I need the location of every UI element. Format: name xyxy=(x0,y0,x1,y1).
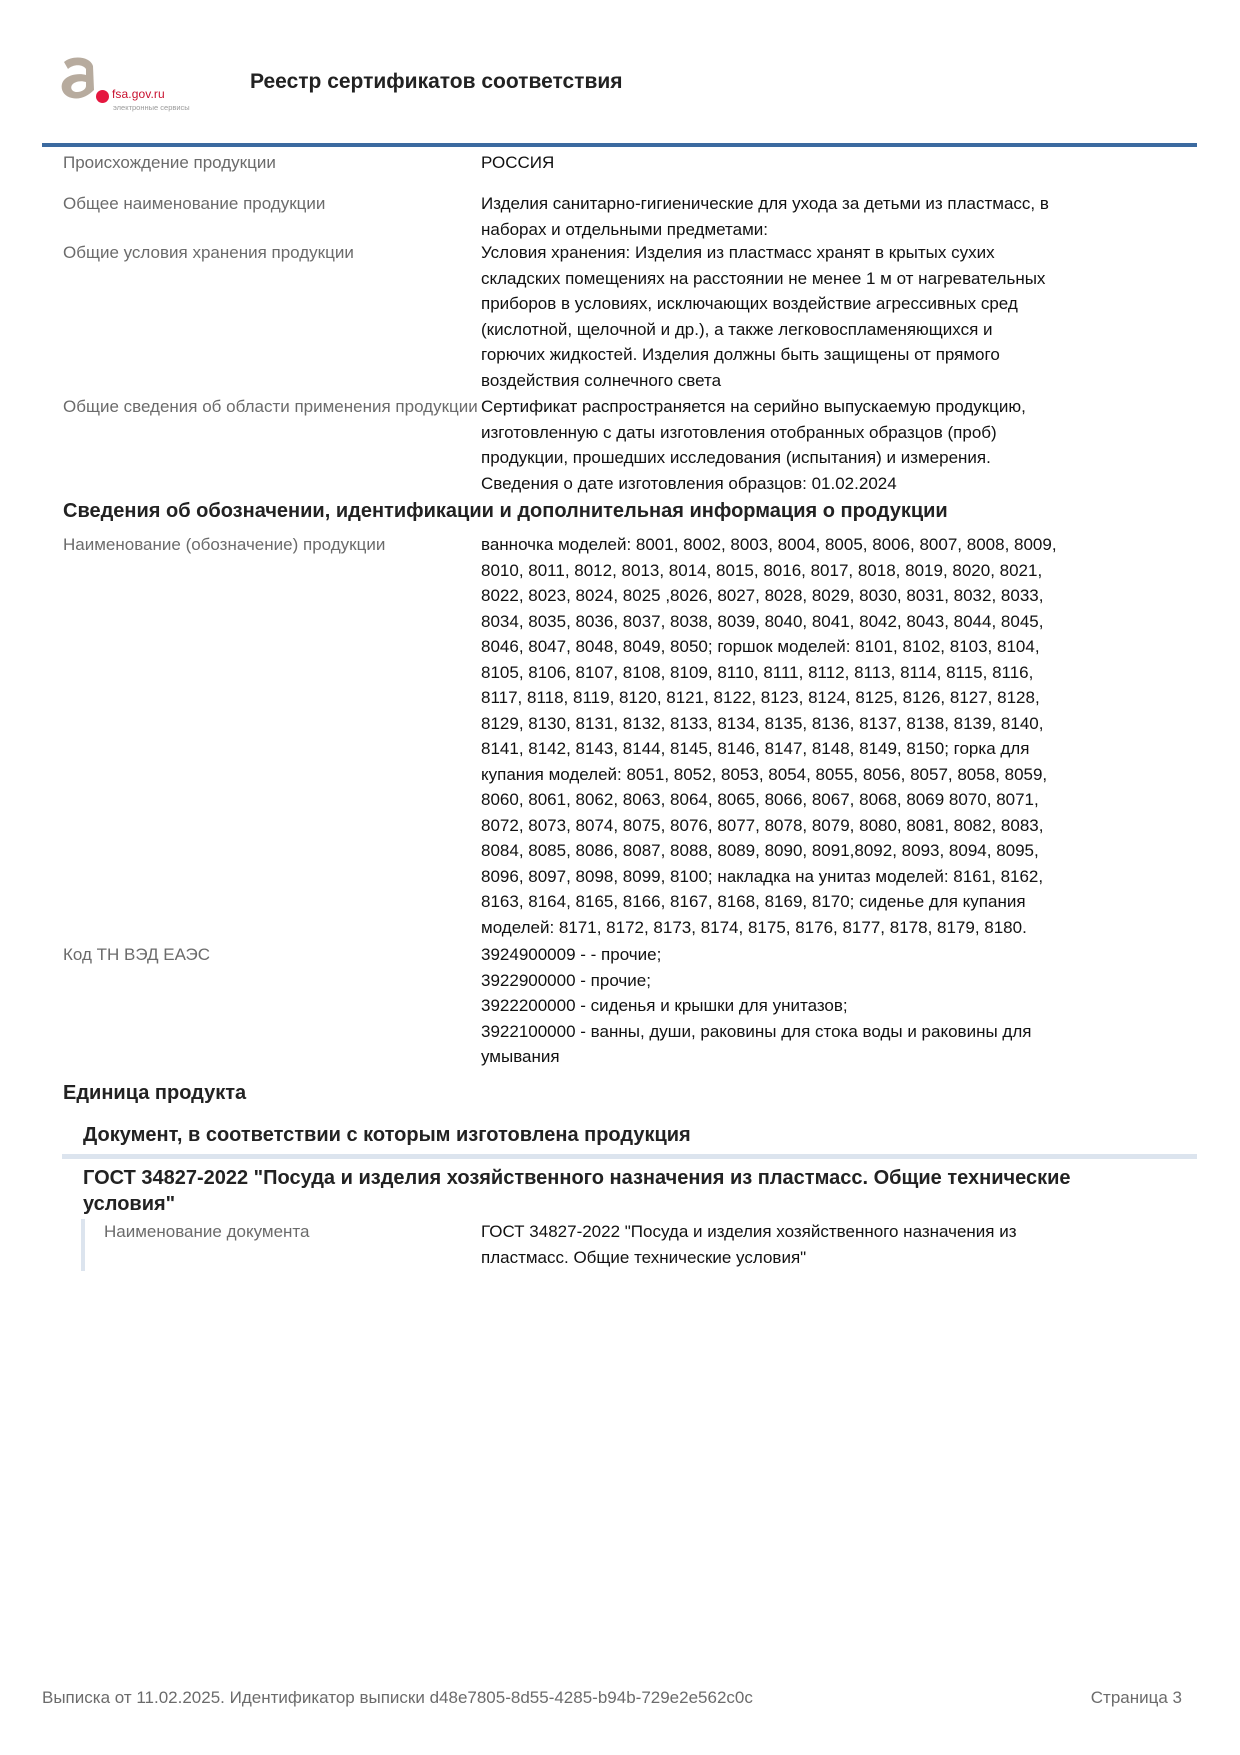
value-line: 3924900009 - - прочие; xyxy=(481,945,662,964)
logo-subtitle: электронные сервисы xyxy=(113,103,190,112)
value-line: умывания xyxy=(481,1047,560,1066)
document-title-line: условия" xyxy=(83,1193,176,1215)
field-label: Происхождение продукции xyxy=(63,153,276,172)
value-line: Сертификат распространяется на серийно выпускаемую продукцию, xyxy=(481,397,1026,416)
value-line: 3922900000 - прочие; xyxy=(481,970,651,990)
extract-id: Выписка от 11.02.2025. Идентификатор выписки d48e7805-8d55-4285-b94b-729e2e562c0c xyxy=(42,1688,753,1707)
field-row-hs-code xyxy=(0,942,1240,1080)
subsection-heading-document: Документ, в соответствии с которым изготовлена продукция xyxy=(83,1124,691,1146)
field-row-scope xyxy=(0,394,1240,497)
value-line: (кислотной, щелочной и др.), а также легковоспламеняющихся и xyxy=(481,319,993,339)
document-title xyxy=(0,1159,1100,1217)
value-line: 3922100000 - ванны, души, раковины для стока воды и раковины для xyxy=(481,1021,1032,1041)
value-line: 8105, 8106, 8107, 8108, 8109, 8110, 8111, 8112, 8113, 8114, 8115, 8116, xyxy=(481,662,1034,682)
field-label: Общие условия хранения продукции xyxy=(63,243,354,262)
document-body xyxy=(0,148,1240,1271)
field-value xyxy=(481,532,1131,942)
document-indent-bar xyxy=(81,1219,85,1271)
page-title: Реестр сертификатов соответствия xyxy=(250,70,623,93)
fsa-logo xyxy=(58,56,208,112)
value-line: продукции, прошедших исследования (испытания) и измерения. xyxy=(481,448,991,467)
brand-dot-icon xyxy=(96,90,109,103)
field-label: Код ТН ВЭД ЕАЭС xyxy=(63,945,211,964)
value-line: моделей: 8171, 8172, 8173, 8174, 8175, 8176, 8177, 8178, 8179, 8180. xyxy=(481,917,1027,937)
value-line: горючих жидкостей. Изделия должны быть защищены от прямого xyxy=(481,345,1000,364)
header-divider xyxy=(42,143,1197,147)
value-line: складских помещениях на расстоянии не менее 1 м от нагревательных xyxy=(481,268,1046,288)
field-value xyxy=(481,394,1131,497)
field-label: Наименование документа xyxy=(104,1222,310,1241)
value-line: изготовленную с даты изготовления отобранных образцов (проб) xyxy=(481,422,997,442)
value-line: купания моделей: 8051, 8052, 8053, 8054, 8055, 8056, 8057, 8058, 8059, xyxy=(481,764,1048,784)
field-value xyxy=(481,1219,1131,1271)
field-row-origin xyxy=(0,148,1240,191)
value-line: ГОСТ 34827-2022 "Посуда и изделия хозяйственного назначения из xyxy=(481,1222,1017,1241)
value-line: 8117, 8118, 8119, 8120, 8121, 8122, 8123, 8124, 8125, 8126, 8127, 8128, xyxy=(481,688,1040,707)
value-line: Сведения о дате изготовления образцов: 01.02.2024 xyxy=(481,473,897,493)
field-label: Общие сведения об области применения продукции xyxy=(63,397,478,416)
field-row-general-name xyxy=(0,191,1240,240)
value-line: ванночка моделей: 8001, 8002, 8003, 8004, 8005, 8006, 8007, 8008, 8009, xyxy=(481,535,1057,554)
field-value xyxy=(481,191,1131,240)
field-value xyxy=(481,150,1131,191)
value-line: 3922200000 - сиденья и крышки для унитазов; xyxy=(481,996,848,1015)
page-header xyxy=(0,0,1240,145)
field-value xyxy=(481,240,1131,394)
field-row-storage xyxy=(0,240,1240,394)
value-line: приборов в условиях, исключающих воздействие агрессивных сред xyxy=(481,294,1018,313)
value-line: 8084, 8085, 8086, 8087, 8088, 8089, 8090, 8091,8092, 8093, 8094, 8095, xyxy=(481,841,1039,860)
value-line: 8072, 8073, 8074, 8075, 8076, 8077, 8078, 8079, 8080, 8081, 8082, 8083, xyxy=(481,815,1044,835)
section-heading-identification: Сведения об обозначении, идентификации и дополнительная информация о продукции xyxy=(63,500,948,522)
logo-domain: fsa.gov.ru xyxy=(112,87,165,101)
value-line: 8060, 8061, 8062, 8063, 8064, 8065, 8066, 8067, 8068, 8069 8070, 8071, xyxy=(481,790,1039,809)
value-line: Условия хранения: Изделия из пластмасс хранят в крытых сухих xyxy=(481,243,995,262)
field-label: Наименование (обозначение) продукции xyxy=(63,535,386,554)
value-line: пластмасс. Общие технические условия" xyxy=(481,1247,807,1267)
value-line: 8046, 8047, 8048, 8049, 8050; горшок моделей: 8101, 8102, 8103, 8104, xyxy=(481,637,1040,656)
value-line: 8163, 8164, 8165, 8166, 8167, 8168, 8169, 8170; сиденье для купания xyxy=(481,892,1026,911)
value-line: Изделия санитарно-гигиенические для ухода за детьми из пластмасс, в xyxy=(481,194,1049,213)
fsa-a-logo-icon xyxy=(58,56,98,100)
section-heading-unit: Единица продукта xyxy=(63,1082,247,1104)
value-line: 8141, 8142, 8143, 8144, 8145, 8146, 8147, 8148, 8149, 8150; горка для xyxy=(481,739,1030,758)
value-line: 8096, 8097, 8098, 8099, 8100; накладка на унитаз моделей: 8161, 8162, xyxy=(481,866,1044,886)
field-label: Общее наименование продукции xyxy=(63,194,326,213)
document-title-line: ГОСТ 34827-2022 "Посуда и изделия хозяйственного назначения из пластмасс. Общие технические xyxy=(83,1167,1071,1189)
value-line: 8034, 8035, 8036, 8037, 8038, 8039, 8040, 8041, 8042, 8043, 8044, 8045, xyxy=(481,611,1044,631)
value-line: воздействия солнечного света xyxy=(481,370,722,390)
field-row-product-designation xyxy=(0,532,1240,942)
field-row-document-name xyxy=(0,1219,1240,1271)
value-line: 8010, 8011, 8012, 8013, 8014, 8015, 8016, 8017, 8018, 8019, 8020, 8021, xyxy=(481,560,1043,580)
page-number: Страница 3 xyxy=(1090,1688,1182,1707)
value-line: 8129, 8130, 8131, 8132, 8133, 8134, 8135, 8136, 8137, 8138, 8139, 8140, xyxy=(481,713,1044,733)
value-line: наборах и отдельными предметами: xyxy=(481,219,768,239)
value-line: 8022, 8023, 8024, 8025 ,8026, 8027, 8028, 8029, 8030, 8031, 8032, 8033, xyxy=(481,586,1044,605)
value-line: РОССИЯ xyxy=(481,153,555,172)
field-value xyxy=(481,942,1131,1080)
